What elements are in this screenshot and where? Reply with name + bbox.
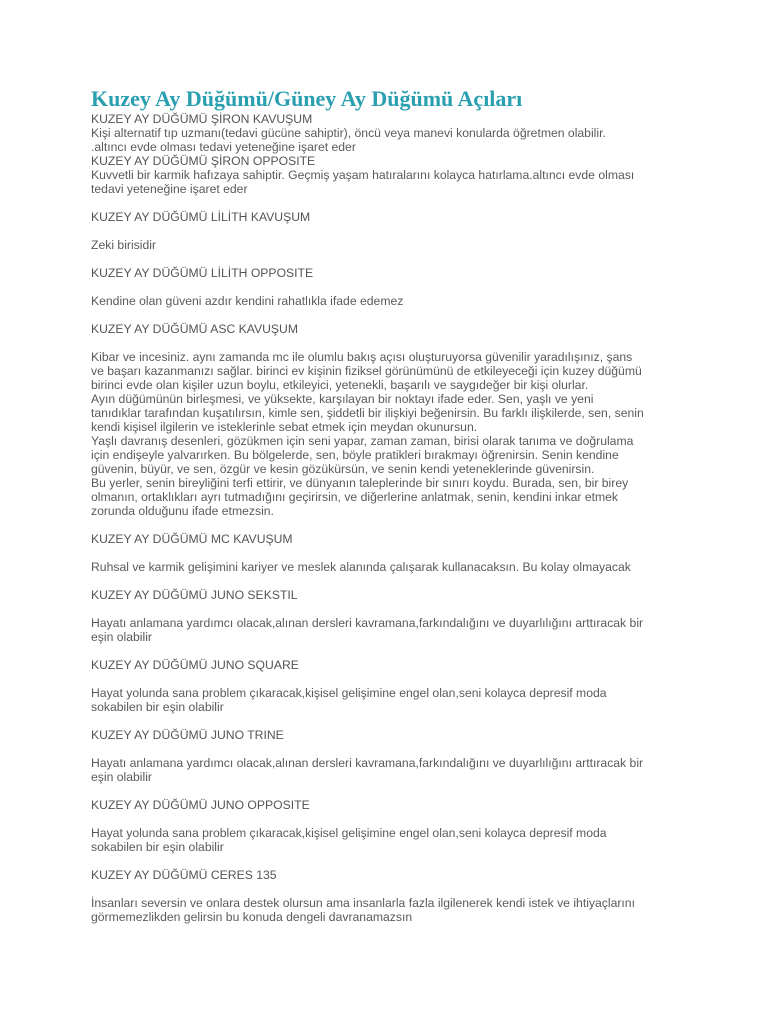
text-line: olmanın, ortaklıkları ayrı tutmadığını geçirirsin, ve diğerlerine anlatmak, senin, kendini inkar etmek: [91, 490, 619, 504]
text-line: Ayın düğümünün birleşmesi, ve yüksekte, karşılayan bir noktayı ifade eder. Sen, yaşlı ve yeni: [91, 392, 594, 406]
section-heading: KUZEY AY DÜĞÜMÜ ASC KAVUŞUM: [91, 322, 299, 336]
text-line: Kişi alternatif tıp uzmanı(tedavi gücüne sahiptir), öncü veya manevi konularda öğretmen olabilir.: [91, 126, 606, 140]
section-heading: KUZEY AY DÜĞÜMÜ CERES 135: [91, 868, 277, 882]
text-line: Hayat yolunda sana problem çıkaracak,kişisel gelişimine engel olan,seni kolayca depresif moda: [91, 686, 607, 700]
text-line: eşin olabilir: [91, 630, 152, 644]
text-line: Kuvvetli bir karmik hafızaya sahiptir. Geçmiş yaşam hatıralarını kolayca hatırlama.altıncı evde olması: [91, 168, 635, 182]
text-line: sokabilen bir eşin olabilir: [91, 840, 224, 854]
text-line: kendi kişisel ilgilerin ve isteklerinle sebat etmek için meydan okunursun.: [91, 420, 478, 434]
text-line: Hayatı anlamana yardımcı olacak,alınan dersleri kavramana,farkındalığını ve duyarlılığını arttıracak bir: [91, 616, 644, 630]
document-page: [91, 86, 691, 924]
text-line: için endişeyle yalvarırken. Bu bölgelerde, sen, böyle pratikleri bırakmayı öğrenirsin. Senin kendine: [91, 448, 619, 462]
section-heading: KUZEY AY DÜĞÜMÜ JUNO SEKSTIL: [91, 588, 298, 602]
section-heading: KUZEY AY DÜĞÜMÜ MC KAVUŞUM: [91, 532, 293, 546]
text-line: Yaşlı davranış desenleri, gözükmen için seni yapar, zaman zaman, birisi olarak tanıma ve doğrulama: [91, 434, 634, 448]
text-line: eşin olabilir: [91, 770, 152, 784]
text-line: Zeki birisidir: [91, 238, 157, 252]
text-line: Hayatı anlamana yardımcı olacak,alınan dersleri kavramana,farkındalığını ve duyarlılığını arttıracak bir: [91, 756, 644, 770]
text-line: .altıncı evde olması tedavi yeteneğine işaret eder: [91, 140, 356, 154]
section-heading: KUZEY AY DÜĞÜMÜ JUNO SQUARE: [91, 658, 299, 672]
page-title: Kuzey Ay Düğümü/Güney Ay Düğümü Açıları: [91, 86, 523, 111]
text-line: tanıdıklar tarafından kuşatılırsın, kimle sen, şiddetli bir ilişkiyi beğenirsin. Bu farklı ilişkilerde, sen, senin: [91, 406, 644, 420]
text-line: ve başarı kazanmanızı sağlar. birinci ev kişinin fiziksel görünümünü de etkileyeceği için kuzey düğümü: [91, 364, 642, 378]
section-heading: KUZEY AY DÜĞÜMÜ LİLİTH KAVUŞUM: [91, 210, 311, 224]
text-line: görmemezlikden gelirsin bu konuda dengeli davranamazsın: [91, 910, 413, 924]
text-line: zorunda olduğunu ifade etmezsin.: [91, 504, 274, 518]
text-line: güvenin, büyür, ve sen, özgür ve kesin gözükürsün, ve senin kendi yeteneklerinde güvenirsin.: [91, 462, 595, 476]
section-heading: KUZEY AY DÜĞÜMÜ ŞİRON KAVUŞUM: [91, 112, 313, 126]
text-line: tedavi yeteneğine işaret eder: [91, 182, 248, 196]
text-line: Ruhsal ve karmik gelişimini kariyer ve meslek alanında çalışarak kullanacaksın. Bu kolay olmayacak: [91, 560, 631, 574]
text-line: Kibar ve incesiniz. aynı zamanda mc ile olumlu bakış açısı oluşturuyorsa güvenilir yaradılışınız, şans: [91, 350, 633, 364]
text-line: Kendine olan güveni azdır kendini rahatlıkla ifade edemez: [91, 294, 404, 308]
text-line: Bu yerler, senin bireyliğini terfi ettirir, ve dünyanın taleplerinde bir sınırı koydu. Burada, sen, bir birey: [91, 476, 629, 490]
text-line: Hayat yolunda sana problem çıkaracak,kişisel gelişimine engel olan,seni kolayca depresif moda: [91, 826, 607, 840]
text-line: İnsanları seversin ve onlara destek olursun ama insanlarla fazla ilgilenerek kendi istek ve ihtiyaçlarını: [91, 896, 635, 910]
section-heading: KUZEY AY DÜĞÜMÜ LİLİTH OPPOSITE: [91, 266, 314, 280]
section-heading: KUZEY AY DÜĞÜMÜ JUNO OPPOSITE: [91, 798, 310, 812]
section-heading: KUZEY AY DÜĞÜMÜ ŞİRON OPPOSITE: [91, 154, 316, 168]
section-heading: KUZEY AY DÜĞÜMÜ JUNO TRINE: [91, 728, 284, 742]
text-line: sokabilen bir eşin olabilir: [91, 700, 224, 714]
text-line: birinci evde olan kişiler uzun boylu, etkileyici, yetenekli, başarılı ve saygıdeğer bir kişi olurlar.: [91, 378, 589, 392]
